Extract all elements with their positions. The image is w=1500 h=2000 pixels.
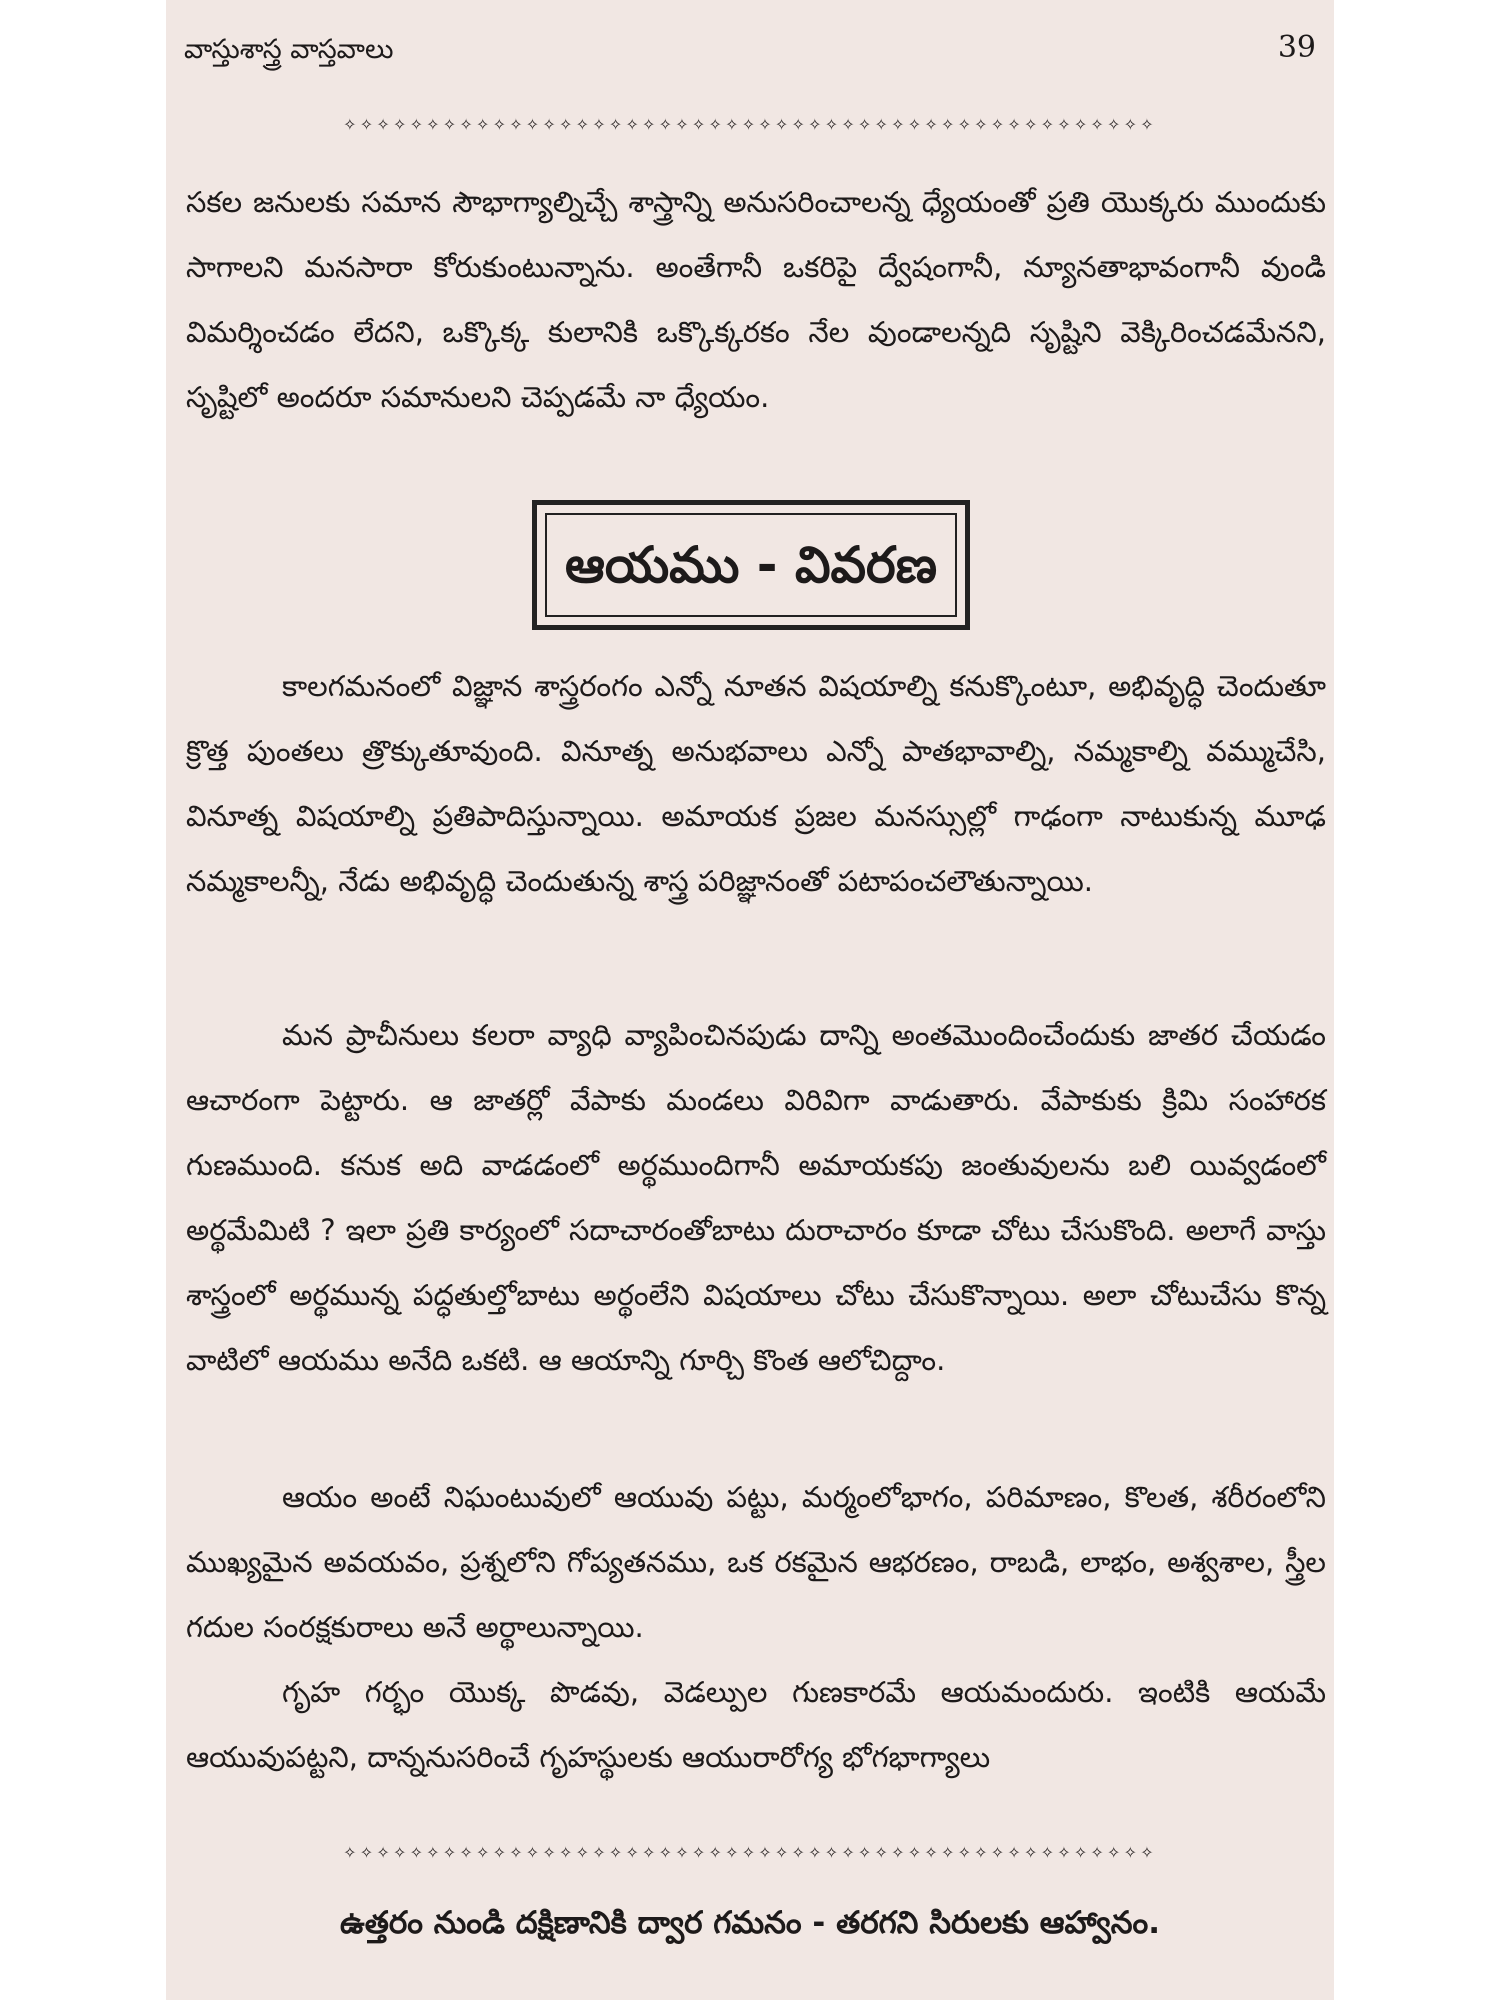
running-header — [184, 26, 1316, 74]
book-page — [166, 0, 1334, 2000]
section-heading-inner-frame — [545, 513, 957, 617]
footer-tagline: ఉత్తరం నుండి దక్షిణానికి ద్వార గమనం - తరగని సిరులకు ఆహ్వానం. — [340, 1905, 1160, 1941]
page-number: 39 — [1277, 30, 1316, 65]
section-heading-box — [532, 500, 970, 630]
top-ornament-border: ✧✧✧✧✧✧✧✧✧✧✧✧✧✧✧✧✧✧✧✧✧✧✧✧✧✧✧✧✧✧✧✧✧✧✧✧✧✧✧✧✧✧✧✧✧✧✧✧✧ — [343, 115, 1157, 134]
section-title: ఆయము - వివరణ — [564, 536, 938, 594]
running-title: వాస్తుశాస్త్ర వాస్తవాలు — [184, 34, 394, 65]
bottom-ornament-border: ✧✧✧✧✧✧✧✧✧✧✧✧✧✧✧✧✧✧✧✧✧✧✧✧✧✧✧✧✧✧✧✧✧✧✧✧✧✧✧✧✧✧✧✧✧✧✧✧✧ — [343, 1843, 1157, 1862]
paragraph-3: మన ప్రాచీనులు కలరా వ్యాధి వ్యాపించినపుడు దాన్ని అంతమొందించేందుకు జాతర చేయడం ఆచారంగా పెట్టారు. ఆ జాతర్లో వేపాకు మండలు విరివిగా వాడుతారు. వేపాకుకు క్రిమి సంహారక గుణముంది. కనుక అది వాడడంలో అర్థముందిగానీ అమాయకపు జంతువులను బలి యివ్వడంలో అర్థమేమిటి ? ఇలా ప్రతి కార్యంలో సదాచారంతోబాటు దురాచారం కూడా చోటు చేసుకొంది. అలాగే వాస్తు శాస్త్రంలో అర్థమున్న పద్ధతుల్తోబాటు అర్థంలేని విషయాలు చోటు చేసుకొన్నాయి. అలా చోటుచేసు కొన్న వాటిలో ఆయము అనేది ఒకటి. ఆ ఆయాన్ని గూర్చి కొంత ఆలోచిద్దాం. — [186, 1018, 1326, 1377]
paragraph-2: కాలగమనంలో విజ్ఞాన శాస్త్రరంగం ఎన్నో నూతన విషయాల్ని కనుక్కొంటూ, అభివృద్ధి చెందుతూ క్రొత్త పుంతలు త్రొక్కుతూవుంది. వినూత్న అనుభవాలు ఎన్నో పాతభావాల్ని, నమ్మకాల్ని వమ్ముచేసి, వినూత్న విషయాల్ని ప్రతిపాదిస్తున్నాయి. అమాయక ప్రజల మనస్సుల్లో గాఢంగా నాటుకున్న మూఢ నమ్మకాలన్నీ, నేడు అభివృద్ధి చెందుతున్న శాస్త్ర పరిజ్ఞానంతో పటాపంచలౌతున్నాయి. — [186, 669, 1326, 898]
paragraph-4: ఆయం అంటే నిఘంటువులో ఆయువు పట్టు, మర్మంలోభాగం, పరిమాణం, కొలత, శరీరంలోని ముఖ్యమైన అవయవం, ప్రశ్నలోని గోప్యతనము, ఒక రకమైన ఆభరణం, రాబడి, లాభం, అశ్వశాల, స్త్రీల గదుల సంరక్షకురాలు అనే అర్థాలున్నాయి. — [186, 1480, 1326, 1644]
paragraph-1: సకల జనులకు సమాన సౌభాగ్యాల్నిచ్చే శాస్త్రాన్ని అనుసరించాలన్న ధ్యేయంతో ప్రతి యొక్కరు ముందుకు సాగాలని మనసారా కోరుకుంటున్నాను. అంతేగానీ ఒకరిపై ద్వేషంగానీ, న్యూనతాభావంగానీ వుండి విమర్శించడం లేదని, ఒక్కొక్క కులానికి ఒక్కొక్కరకం నేల వుండాలన్నది సృష్టిని వెక్కిరించడమేనని, సృష్టిలో అందరూ సమానులని చెప్పడమే నా ధ్యేయం. — [186, 185, 1326, 414]
paragraph-5: గృహ గర్భం యొక్క పొడవు, వెడల్పుల గుణకారమే ఆయమందురు. ఇంటికి ఆయమే ఆయువుపట్టని, దాన్ననుసరించే గృహస్థులకు ఆయురారోగ్య భోగభాగ్యాలు — [186, 1675, 1326, 1774]
